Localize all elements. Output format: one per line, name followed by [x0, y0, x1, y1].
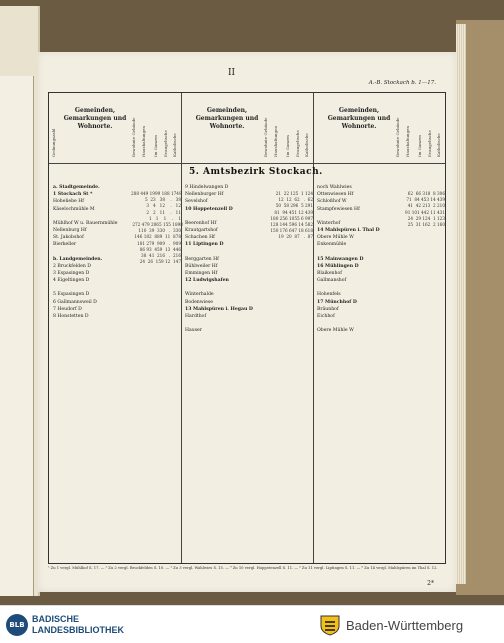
households-header-2: Haushaltungen — [273, 125, 278, 157]
place-entry: Bräunhof — [317, 306, 339, 312]
section-title: 5. Amtsbezirk Stockach. — [189, 167, 323, 177]
place-header-2: Gemeinden, Gemarkungen und Wohnorte. — [195, 107, 259, 130]
total-header-3: Im Ganzen — [417, 135, 422, 157]
place-header: Gemeinden, Gemarkungen und Wohnorte. — [63, 107, 127, 130]
evangelical-header: Evangelische — [163, 130, 168, 157]
place-entry: Enkenmühle — [317, 242, 347, 248]
place-entry: Sevelshof — [185, 199, 208, 205]
place-entry: Käselochmühle M — [53, 206, 95, 212]
baden-wuerttemberg-crest-icon[interactable] — [318, 614, 342, 636]
column-1-places — [53, 185, 133, 328]
place-entry: 5 Espasingen D — [53, 292, 90, 298]
place-entry: 12 Ludwigshafen — [185, 278, 229, 284]
place-entry: Hardthof — [185, 314, 207, 320]
place-entry: 3 Espasingen D — [53, 271, 90, 277]
catholic-header-2: Katholische — [304, 133, 309, 157]
footnotes: ¹ Zu 1 vergl. Mühlhof S. 17. — ² Zu 2 vergl. Bruckfelden S. 10. — ³ Zu 3 vergl. Wahlwies S. 15. — ⁴ Zu 10 vergl. Hoppetenzell S. 11. — ⁵ Zu 11 vergl. Liptingen S. 11. — ⁶ Zu 14 vergl. Mahlspüren im Thal S. 12. — [48, 566, 438, 570]
place-header-3: Gemeinden, Gemarkungen und Wohnorte. — [327, 107, 391, 130]
order-no-header: Ordnungszahl — [51, 128, 56, 157]
place-entry: 9 Hindelwangen D — [185, 185, 229, 190]
book-gutter — [0, 6, 40, 596]
blb-name-line-2: LANDESBIBLIOTHEK — [32, 625, 124, 635]
houses-header-2: Bewohnte Gebäude — [263, 117, 268, 157]
place-entry: Emmingen Hf — [185, 271, 218, 277]
place-entry: Ottenwiesen Hf — [317, 192, 354, 198]
place-entry: Bühlweiler Hf — [185, 263, 218, 269]
place-entry: Beerenhof Hf — [185, 220, 217, 226]
place-entry: Obere Mühle W — [317, 235, 354, 241]
place-entry: 10 Hoppetenzell D — [185, 206, 233, 212]
households-header-3: Haushaltungen — [405, 125, 410, 157]
blb-logo[interactable]: BLB — [6, 614, 28, 636]
place-entry: Winterhalde — [185, 292, 214, 298]
place-entry: 14 Mahlspüren i. Thal D — [317, 228, 380, 234]
column-1-numbers: 288 449 1999 188 1749 5 23 38 . 38 3 4 12 . 12 2 2 11 . 11 1 1 1 . 1 272 479 2065 155 1898 110 39 330 . 330 146 182 889 11 878 181 279 909 . 909 86 93 459 13 446 38 41 216 . 216 24 26 159 12 147 — [131, 191, 183, 265]
houses-header: Bewohnte Gebäude — [131, 117, 136, 157]
place-entry: St. Jakobshof — [53, 235, 84, 241]
facing-page-fragment — [0, 76, 34, 596]
place-entry: Hohenfels — [317, 292, 341, 298]
signature-mark: 2* — [427, 580, 434, 587]
running-head: A.-B. Stockach b. 1—17. — [368, 80, 436, 86]
header-group-3 — [313, 93, 445, 164]
baden-wuerttemberg-label[interactable]: Baden-Württemberg — [346, 618, 464, 633]
place-entry: Nellenburg Hf — [53, 228, 87, 234]
place-entry: Winterhof — [317, 220, 341, 226]
column-2-places — [185, 185, 265, 335]
place-entry: a. Stadtgemeinde. — [53, 185, 100, 190]
place-entry: 2 Bruckfelden D — [53, 263, 91, 269]
houses-header-3: Bewohnte Gebäude — [395, 117, 400, 157]
blb-name[interactable] — [32, 614, 124, 636]
library-footer-bar — [0, 605, 504, 643]
population-table — [48, 92, 446, 564]
book-page — [38, 52, 456, 592]
place-entry: Hauser — [185, 328, 202, 334]
place-entry: noch Wahlwies — [317, 185, 352, 190]
place-entry: Bodenwiese — [185, 299, 213, 305]
place-entry: Schloßhof W — [317, 199, 347, 205]
book-cover-edge — [456, 20, 504, 595]
place-entry: b. Landgemeinden. — [53, 256, 103, 262]
total-header-2: Im Ganzen — [285, 135, 290, 157]
place-entry: 4 Eigeltingen D — [53, 278, 90, 284]
households-header: Haushaltungen — [141, 125, 146, 157]
place-entry: Bierkeller — [53, 242, 77, 248]
evangelical-header-3: Evangelische — [427, 130, 432, 157]
column-3-places — [317, 185, 397, 335]
total-header: Im Ganzen — [153, 135, 158, 157]
place-entry: Berggarten Hf — [185, 256, 219, 262]
page-number: II — [228, 68, 236, 78]
place-entry: 8 Honstetten D — [53, 314, 89, 320]
place-entry: 17 Münchhof D — [317, 299, 357, 305]
place-entry: 13 Mahlspüren i. Hegau D — [185, 306, 253, 312]
place-entry: 15 Mainwangen D — [317, 256, 364, 262]
place-entry: Nellenburger Hf — [185, 192, 224, 198]
catholic-header: Katholische — [172, 133, 177, 157]
catholic-header-3: Katholische — [436, 133, 441, 157]
place-entry: Obere Mühle W — [317, 328, 354, 334]
place-entry: Krautgartshof — [185, 228, 218, 234]
place-entry: Hoheliebe Hf — [53, 199, 84, 205]
place-entry: Stampfewiesen Hf — [317, 206, 360, 212]
place-entry: Gallmanshof — [317, 278, 347, 284]
place-entry: Blaikenhof — [317, 271, 342, 277]
place-entry: 1 Stockach St * — [53, 192, 93, 198]
place-entry: 11 Liptingen D — [185, 242, 224, 248]
place-entry: Mühlhof W u. Bauernmühle — [53, 220, 118, 226]
place-entry: 7 Heudorf D — [53, 306, 82, 312]
column-3-numbers: 62 66 318 8 306 71 84 453 14 439 41 42 213 2 210 91 101 442 11 431 24 29 124 1 123 25 31 162 2 160 — [405, 191, 445, 228]
blb-name-line-1: BADISCHE — [32, 614, 80, 624]
evangelical-header-2: Evangelische — [295, 130, 300, 157]
column-2-numbers: 21 22 125 1 124 12 12 62 . 62 50 58 296 5 291 81 94 451 12 439 180 256 1055 6 997 128 144 596 14 582 150 176 647 18 618 19 20 87 . 87 — [270, 191, 313, 240]
place-entry: 16 Mühlingen D — [317, 263, 359, 269]
place-entry: 6 Gallmannsweil D — [53, 299, 97, 305]
place-entry: Schachen Hf — [185, 235, 215, 241]
place-entry: Eichhof — [317, 314, 335, 320]
